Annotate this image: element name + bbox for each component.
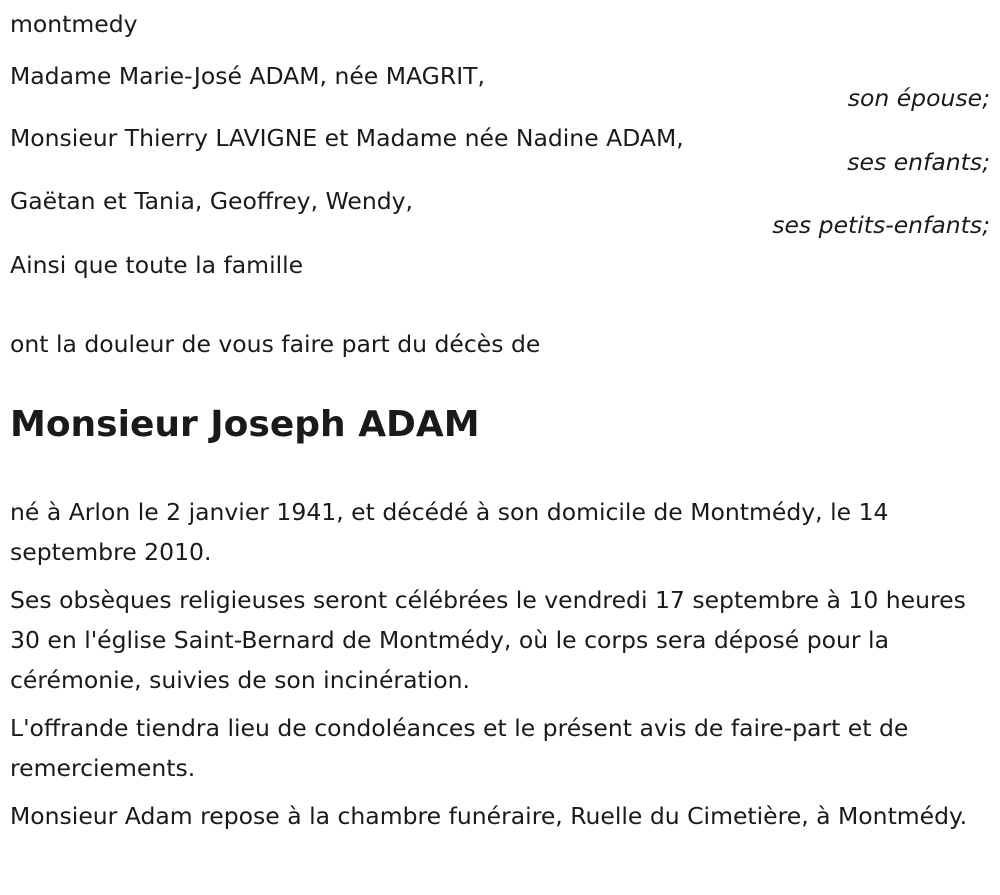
family-entry-name: Monsieur Thierry LAVIGNE et Madame née Nadine ADAM, bbox=[10, 124, 684, 152]
family-entry-children bbox=[10, 118, 990, 176]
obituary-body bbox=[10, 492, 992, 844]
family-entry-grandchildren bbox=[10, 181, 990, 239]
family-entry-role: son épouse; bbox=[847, 84, 990, 112]
location-label: montmedy bbox=[10, 10, 138, 38]
offering-paragraph: L'offrande tiendra lieu de condoléances et le présent avis de faire-part et de remerciements. bbox=[10, 714, 909, 782]
repose-paragraph: Monsieur Adam repose à la chambre funéraire, Ruelle du Cimetière, à Montmédy. bbox=[10, 802, 968, 830]
whole-family-line: Ainsi que toute la famille bbox=[10, 251, 304, 279]
family-entry-name: Madame Marie-José ADAM, née MAGRIT, bbox=[10, 62, 485, 90]
family-entry-role: ses petits-enfants; bbox=[772, 211, 990, 239]
family-entry-name: Gaëtan et Tania, Geoffrey, Wendy, bbox=[10, 187, 414, 215]
announcement-line: ont la douleur de vous faire part du décès de bbox=[10, 330, 541, 358]
family-entry-role: ses enfants; bbox=[847, 148, 990, 176]
birth-death-paragraph: né à Arlon le 2 janvier 1941, et décédé à son domicile de Montmédy, le 14 septembre 2010. bbox=[10, 498, 889, 566]
funeral-paragraph: Ses obsèques religieuses seront célébrées le vendredi 17 septembre à 10 heures 30 en l'église Saint-Bernard de Montmédy, où le corps sera déposé pour la cérémonie, suivies de son incinération. bbox=[10, 586, 966, 694]
deceased-name: Monsieur Joseph ADAM bbox=[10, 404, 480, 445]
family-entry-spouse bbox=[10, 56, 990, 112]
